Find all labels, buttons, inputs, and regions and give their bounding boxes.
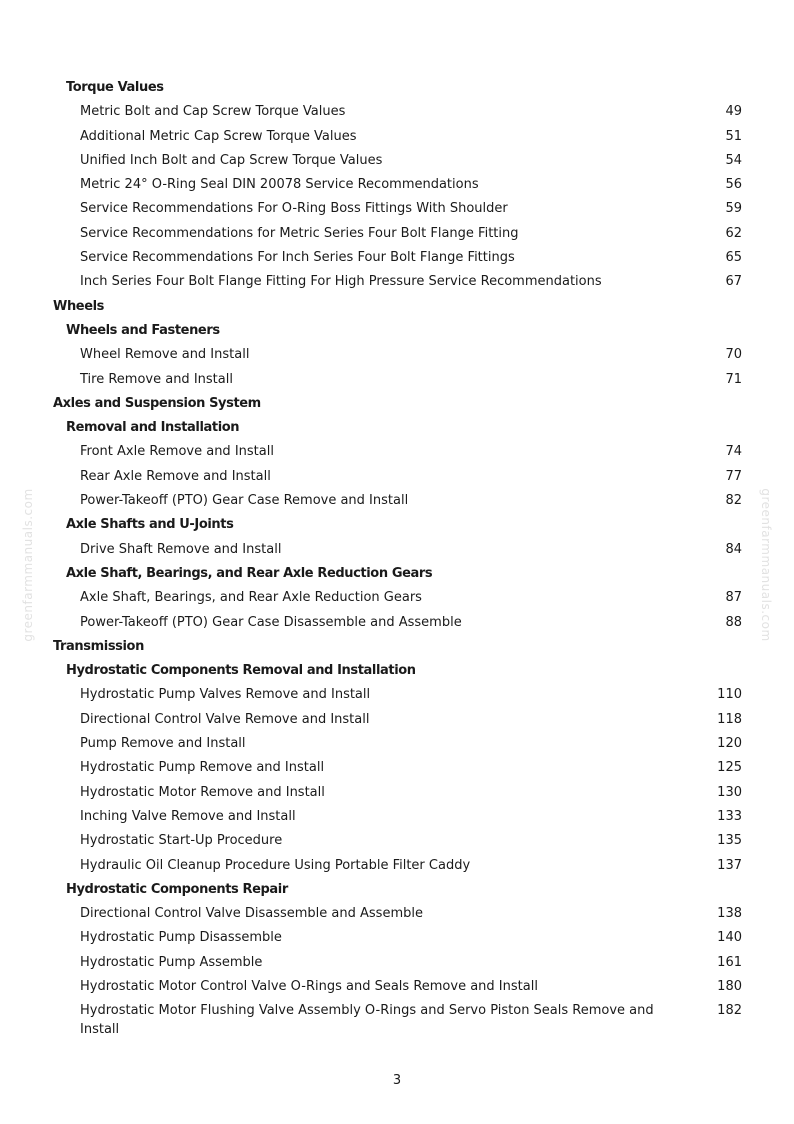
toc-entry[interactable] (0, 781, 794, 805)
toc-entry[interactable] (0, 197, 794, 221)
toc-entry[interactable] (0, 465, 794, 489)
toc-entry-title: Hydraulic Oil Cleanup Procedure Using Portable Filter Caddy (80, 857, 471, 873)
toc-entry[interactable] (0, 999, 794, 1043)
toc-entry-title: Pump Remove and Install (80, 736, 246, 752)
toc-entry-page-number: 110 (717, 687, 742, 703)
toc-entry-title: Wheels and Fasteners (66, 322, 220, 338)
toc-entry-title: Drive Shaft Remove and Install (80, 541, 282, 557)
toc-entry-page-number: 67 (725, 274, 742, 290)
toc-entry[interactable] (0, 100, 794, 124)
toc-entry[interactable] (0, 902, 794, 926)
toc-entry-title: Front Axle Remove and Install (80, 444, 274, 460)
toc-entry-title: Axle Shaft, Bearings, and Rear Axle Reduction Gears (66, 565, 433, 581)
toc-entry-title: Transmission (53, 638, 144, 654)
toc-chapter-heading (0, 295, 794, 319)
toc-entry-title: Torque Values (66, 80, 164, 95)
toc-entry-page-number: 118 (717, 711, 742, 727)
toc-entry-page-number: 56 (725, 177, 742, 193)
toc-entry-title: Removal and Installation (66, 420, 240, 436)
toc-entry-title: Inching Valve Remove and Install (80, 808, 296, 824)
toc-entry-page-number: 49 (725, 104, 742, 120)
toc-entry[interactable] (0, 926, 794, 950)
toc-entry-page-number: 87 (725, 590, 742, 606)
toc-entry-title: Hydrostatic Pump Assemble (80, 954, 263, 970)
toc-entry-page-number: 70 (725, 347, 742, 363)
toc-entry-page-number: 137 (717, 857, 742, 873)
toc-entry[interactable] (0, 586, 794, 610)
toc-entry[interactable] (0, 246, 794, 270)
toc-entry-page-number: 135 (717, 833, 742, 849)
toc-entry-title: Hydrostatic Motor Remove and Install (80, 784, 325, 800)
toc-entry[interactable] (0, 440, 794, 464)
toc-entry-title: Service Recommendations for Metric Series Four Bolt Flange Fitting (80, 225, 519, 241)
toc-entry-title: Service Recommendations For O-Ring Boss Fittings With Shoulder (80, 201, 508, 217)
table-of-contents (0, 76, 794, 1043)
page-number: 3 (392, 1073, 402, 1088)
toc-entry-title: Hydrostatic Components Repair (66, 881, 288, 897)
toc-entry[interactable] (0, 173, 794, 197)
toc-section-heading (0, 319, 794, 343)
toc-entry-page-number: 82 (725, 493, 742, 509)
toc-entry[interactable] (0, 829, 794, 853)
toc-entry[interactable] (0, 270, 794, 294)
toc-entry-page-number: 133 (717, 808, 742, 824)
toc-entry-page-number: 161 (717, 954, 742, 970)
toc-entry[interactable] (0, 805, 794, 829)
toc-entry-title: Tire Remove and Install (80, 371, 233, 387)
watermark-left: greenfarmmanuals.com (21, 488, 35, 642)
toc-entry-title: Rear Axle Remove and Install (80, 468, 271, 484)
toc-entry[interactable] (0, 489, 794, 513)
toc-entry-title: Inch Series Four Bolt Flange Fitting For High Pressure Service Recommendations (80, 274, 602, 290)
toc-section-heading (0, 659, 794, 683)
toc-entry-page-number: 138 (717, 906, 742, 922)
toc-section-heading (0, 416, 794, 440)
toc-entry-page-number: 120 (717, 736, 742, 752)
toc-chapter-heading (0, 392, 794, 416)
toc-entry-title: Axle Shaft, Bearings, and Rear Axle Reduction Gears (80, 590, 422, 606)
toc-entry[interactable] (0, 125, 794, 149)
toc-entry-title: Axle Shafts and U-Joints (66, 517, 234, 533)
toc-entry-title: Axles and Suspension System (53, 395, 261, 411)
toc-entry-title: Directional Control Valve Remove and Install (80, 711, 370, 727)
toc-entry[interactable] (0, 732, 794, 756)
toc-entry-page-number: 140 (717, 930, 742, 946)
toc-entry-page-number: 65 (725, 250, 742, 266)
toc-entry-page-number: 71 (725, 371, 742, 387)
toc-entry-title: Hydrostatic Pump Remove and Install (80, 760, 325, 776)
toc-entry-page-number: 74 (725, 444, 742, 460)
toc-entry-title: Service Recommendations For Inch Series Four Bolt Flange Fittings (80, 250, 515, 266)
toc-entry[interactable] (0, 975, 794, 999)
toc-entry[interactable] (0, 343, 794, 367)
toc-entry-title: Metric 24° O-Ring Seal DIN 20078 Service Recommendations (80, 177, 479, 193)
toc-section-heading (0, 513, 794, 537)
toc-entry-page-number: 77 (725, 468, 742, 484)
toc-entry-page-number: 182 (717, 1003, 742, 1019)
toc-entry[interactable] (0, 683, 794, 707)
toc-entry-page-number: 84 (725, 541, 742, 557)
toc-entry[interactable] (0, 222, 794, 246)
toc-entry[interactable] (0, 756, 794, 780)
toc-entry-title: Directional Control Valve Disassemble and Assemble (80, 906, 423, 922)
toc-entry-title: Hydrostatic Motor Control Valve O-Rings and Seals Remove and Install (80, 978, 538, 994)
toc-entry-title: Power-Takeoff (PTO) Gear Case Remove and Install (80, 493, 409, 509)
toc-entry-title: Hydrostatic Pump Disassemble (80, 930, 282, 946)
toc-entry-title: Additional Metric Cap Screw Torque Values (80, 128, 357, 144)
toc-entry-title: Wheel Remove and Install (80, 347, 250, 363)
toc-entry-page-number: 54 (725, 152, 742, 168)
toc-entry-title: Unified Inch Bolt and Cap Screw Torque Values (80, 152, 383, 168)
toc-entry-page-number: 51 (725, 128, 742, 144)
toc-entry[interactable] (0, 149, 794, 173)
toc-entry[interactable] (0, 854, 794, 878)
toc-section-heading (0, 878, 794, 902)
toc-entry[interactable] (0, 708, 794, 732)
toc-entry-page-number: 59 (725, 201, 742, 217)
toc-chapter-heading (0, 635, 794, 659)
toc-entry-title: Hydrostatic Components Removal and Installation (66, 663, 416, 679)
toc-entry-title: Hydrostatic Motor Flushing Valve Assembly O-Rings and Servo Piston Seals Remove and Install (80, 1003, 654, 1038)
toc-entry-title: Hydrostatic Pump Valves Remove and Install (80, 687, 371, 703)
toc-entry-title: Hydrostatic Start-Up Procedure (80, 833, 283, 849)
toc-entry[interactable] (0, 538, 794, 562)
toc-entry-page-number: 88 (725, 614, 742, 630)
toc-entry-page-number: 180 (717, 978, 742, 994)
toc-entry-title: Power-Takeoff (PTO) Gear Case Disassemble and Assemble (80, 614, 462, 630)
toc-entry[interactable] (0, 951, 794, 975)
toc-section-heading (0, 76, 794, 100)
toc-section-heading (0, 562, 794, 586)
toc-entry-title: Metric Bolt and Cap Screw Torque Values (80, 104, 346, 120)
toc-entry[interactable] (0, 611, 794, 635)
toc-entry-page-number: 125 (717, 760, 742, 776)
toc-entry[interactable] (0, 368, 794, 392)
toc-entry-title: Wheels (53, 298, 105, 314)
toc-entry-page-number: 130 (717, 784, 742, 800)
toc-entry-page-number: 62 (725, 225, 742, 241)
watermark-right: greenfarmmanuals.com (759, 488, 773, 642)
